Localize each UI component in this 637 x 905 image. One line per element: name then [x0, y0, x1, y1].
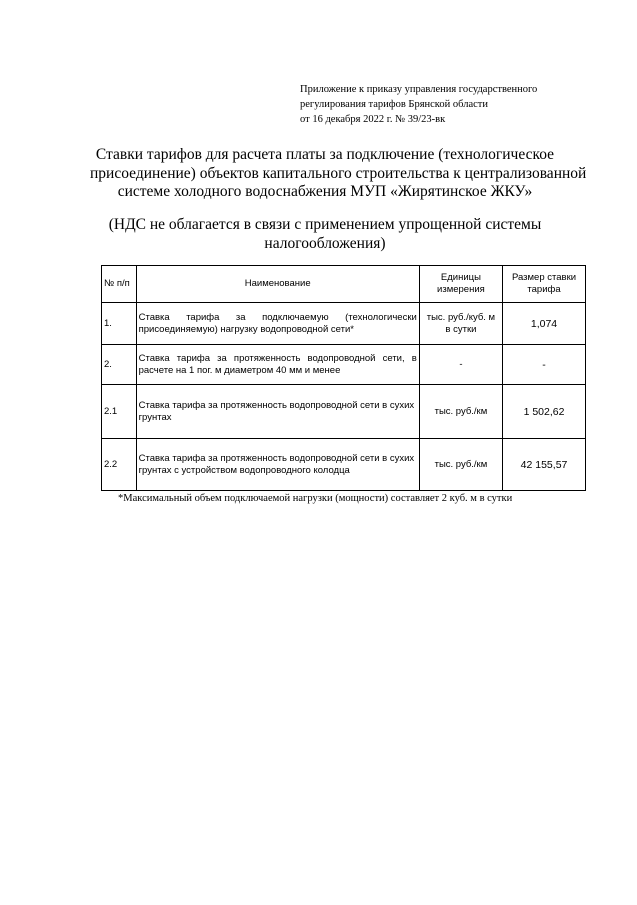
header-unit-line-1: Единицы: [440, 272, 481, 283]
header-rate-line-1: Размер ставки: [511, 272, 577, 283]
header-rate-line-2: тарифа: [527, 284, 561, 295]
row-name: Ставка тарифа за протяженность водопроводной сети, в расчете на 1 пог. м диаметром 40 мм и менее: [136, 345, 419, 385]
table-header-row: [102, 266, 586, 303]
row-unit-line-1: -: [459, 358, 463, 370]
header-num: № п/п: [102, 266, 137, 303]
table-row: [102, 439, 586, 491]
header-rate: [503, 266, 586, 303]
appendix-line-2: регулирования тарифов Брянской области: [300, 99, 488, 110]
row-unit-line-1: тыс. руб./км: [434, 405, 488, 417]
vat-note-line-2: налогообложения): [264, 234, 386, 252]
header-unit-line-2: измерения: [437, 284, 485, 295]
row-name: Ставка тарифа за протяженность водопроводной сети в сухих грунтах с устройством водопроводного колодца: [136, 439, 419, 491]
tariff-table: [101, 265, 586, 491]
footnote: *Максимальный объем подключаемой нагрузки (мощности) составляет 2 куб. м в сутки: [118, 493, 513, 504]
row-name: Ставка тарифа за подключаемую (технологически присоединяемую) нагрузку водопроводной сети*: [136, 303, 419, 345]
row-unit-line-1: тыс. руб./км: [434, 458, 488, 470]
header-unit: [419, 266, 502, 303]
row-unit: [419, 385, 502, 439]
table-row: [102, 303, 586, 345]
row-num: 2.1: [102, 385, 137, 439]
table-row: [102, 385, 586, 439]
row-unit: [419, 303, 502, 345]
row-num: 2.2: [102, 439, 137, 491]
table-row: [102, 345, 586, 385]
row-rate: 1,074: [503, 303, 586, 345]
title-line-1: Ставки тарифов для расчета платы за подключение (технологическое: [95, 146, 555, 163]
vat-note-line-1: (НДС не облагается в связи с применением упрощенной системы: [108, 216, 542, 233]
document-title: [90, 146, 587, 202]
appendix-line-1: Приложение к приказу управления государственного: [300, 84, 538, 95]
row-num: 1.: [102, 303, 137, 345]
title-line-2: присоединение) объектов капитального строительства к централизованной: [90, 164, 587, 182]
appendix-line-3: от 16 декабря 2022 г. № 39/23-вк: [300, 114, 446, 125]
row-unit-line-1: тыс. руб./куб. м: [426, 311, 496, 323]
row-name: Ставка тарифа за протяженность водопроводной сети в сухих грунтах: [136, 385, 419, 439]
row-unit: [419, 345, 502, 385]
row-rate: 1 502,62: [503, 385, 586, 439]
vat-note: [90, 216, 560, 253]
title-line-3: системе холодного водоснабжения МУП «Жирятинское ЖКУ»: [117, 183, 533, 200]
row-unit-line-2: в сутки: [445, 323, 477, 335]
row-rate: -: [503, 345, 586, 385]
row-num: 2.: [102, 345, 137, 385]
appendix-header: [300, 82, 537, 127]
row-rate: 42 155,57: [503, 439, 586, 491]
row-unit: [419, 439, 502, 491]
header-name: Наименование: [136, 266, 419, 303]
